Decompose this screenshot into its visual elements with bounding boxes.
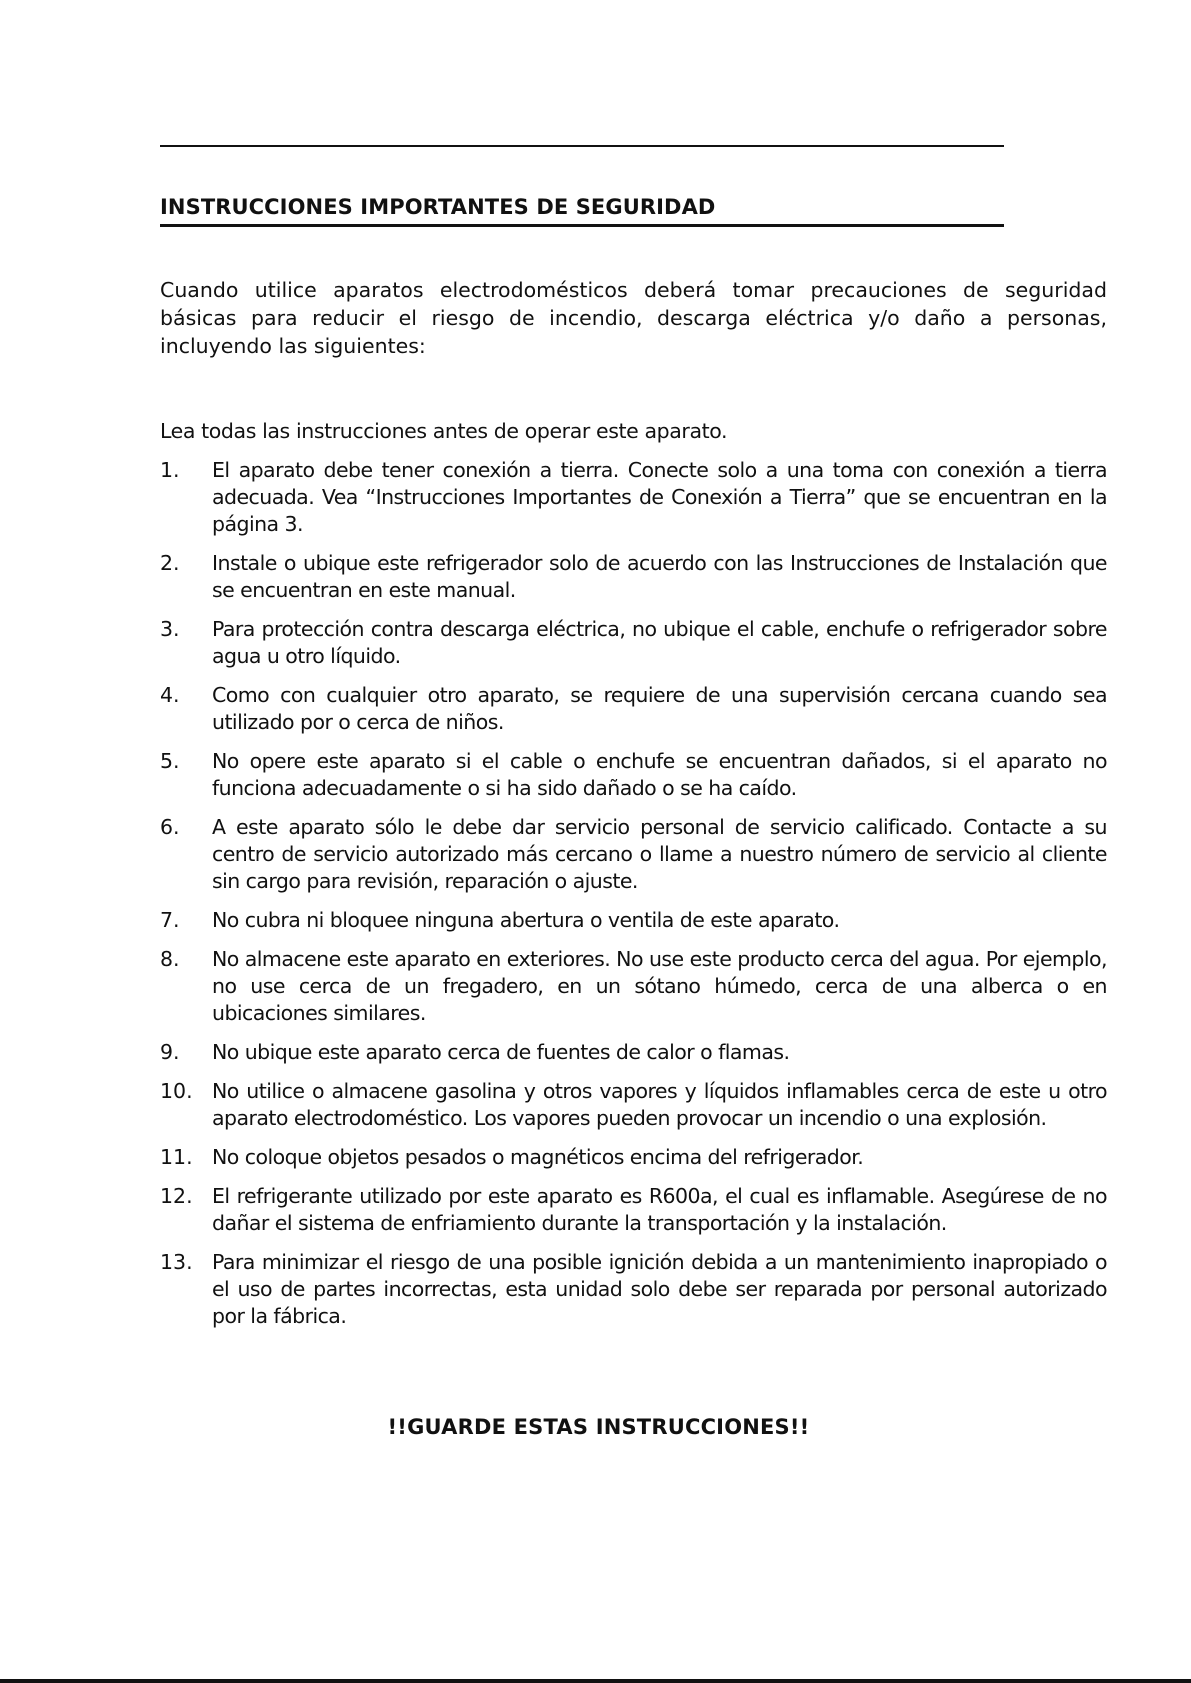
rule-text: No ubique este aparato cerca de fuentes de calor o flamas.	[212, 1040, 790, 1064]
rule-number: 1.	[160, 458, 180, 482]
safety-rule	[160, 550, 1107, 604]
top-divider	[160, 145, 1004, 147]
safety-rule	[160, 748, 1107, 802]
rule-number: 13.	[160, 1250, 193, 1274]
section-heading: INSTRUCCIONES IMPORTANTES DE SEGURIDAD	[160, 193, 1004, 227]
rule-text: No almacene este aparato en exteriores. No use este producto cerca del agua. Por ejemplo, no use cerca de un fregadero, en un sótano húmedo, cerca de una alberca o en ubicaciones similares.	[212, 947, 1107, 1025]
rule-number: 5.	[160, 749, 180, 773]
safety-rules-list	[160, 457, 1107, 1342]
safety-rule	[160, 616, 1107, 670]
rule-number: 3.	[160, 617, 180, 641]
intro-paragraph: Cuando utilice aparatos electrodomésticos deberá tomar precauciones de seguridad básicas para reducir el riesgo de incendio, descarga eléctrica y/o daño a personas, incluyendo las siguientes:	[160, 278, 1107, 358]
safety-rule	[160, 457, 1107, 538]
rule-number: 4.	[160, 683, 180, 707]
closing-reminder: !!GUARDE ESTAS INSTRUCCIONES!!	[387, 1415, 810, 1439]
rule-number: 7.	[160, 908, 180, 932]
rule-text: No utilice o almacene gasolina y otros vapores y líquidos inflamables cerca de este u otro aparato electrodoméstico. Los vapores pueden provocar un incendio o una explosión.	[212, 1079, 1107, 1130]
rule-number: 10.	[160, 1079, 193, 1103]
rule-text: No cubra ni bloquee ninguna abertura o ventila de este aparato.	[212, 908, 840, 932]
safety-rule	[160, 907, 1107, 934]
rule-number: 12.	[160, 1184, 193, 1208]
rule-text: Instale o ubique este refrigerador solo de acuerdo con las Instrucciones de Instalación que se encuentran en este manual.	[212, 551, 1107, 602]
safety-rule	[160, 814, 1107, 895]
safety-rule	[160, 946, 1107, 1027]
rule-number: 8.	[160, 947, 180, 971]
safety-rule	[160, 1144, 1107, 1171]
safety-rule	[160, 1249, 1107, 1330]
rule-number: 6.	[160, 815, 180, 839]
rule-text: Para protección contra descarga eléctrica, no ubique el cable, enchufe o refrigerador sobre agua u otro líquido.	[212, 617, 1107, 668]
safety-rule	[160, 1183, 1107, 1237]
rule-text: El refrigerante utilizado por este aparato es R600a, el cual es inflamable. Asegúrese de no dañar el sistema de enfriamiento durante la transportación y la instalación.	[212, 1184, 1107, 1235]
rule-text: No opere este aparato si el cable o enchufe se encuentran dañados, si el aparato no funciona adecuadamente o si ha sido dañado o se ha caído.	[212, 749, 1107, 800]
rule-text: Como con cualquier otro aparato, se requiere de una supervisión cercana cuando sea utilizado por o cerca de niños.	[212, 683, 1107, 734]
safety-rule	[160, 1039, 1107, 1066]
safety-rule	[160, 1078, 1107, 1132]
safety-rule	[160, 682, 1107, 736]
lead-sentence: Lea todas las instrucciones antes de operar este aparato.	[160, 419, 728, 443]
bottom-edge-rule	[0, 1679, 1191, 1683]
rule-text: Para minimizar el riesgo de una posible ignición debida a un mantenimiento inapropiado o el uso de partes incorrectas, esta unidad solo debe ser reparada por personal autorizado por la fábrica.	[212, 1250, 1107, 1328]
rule-text: No coloque objetos pesados o magnéticos encima del refrigerador.	[212, 1145, 864, 1169]
rule-number: 2.	[160, 551, 180, 575]
rule-text: El aparato debe tener conexión a tierra. Conecte solo a una toma con conexión a tierra adecuada. Vea “Instrucciones Importantes de Conexión a Tierra” que se encuentran en la página 3.	[212, 458, 1107, 536]
rule-number: 9.	[160, 1040, 180, 1064]
rule-number: 11.	[160, 1145, 193, 1169]
rule-text: A este aparato sólo le debe dar servicio personal de servicio calificado. Contacte a su centro de servicio autorizado más cercano o llame a nuestro número de servicio al cliente sin cargo para revisión, reparación o ajuste.	[212, 815, 1107, 893]
